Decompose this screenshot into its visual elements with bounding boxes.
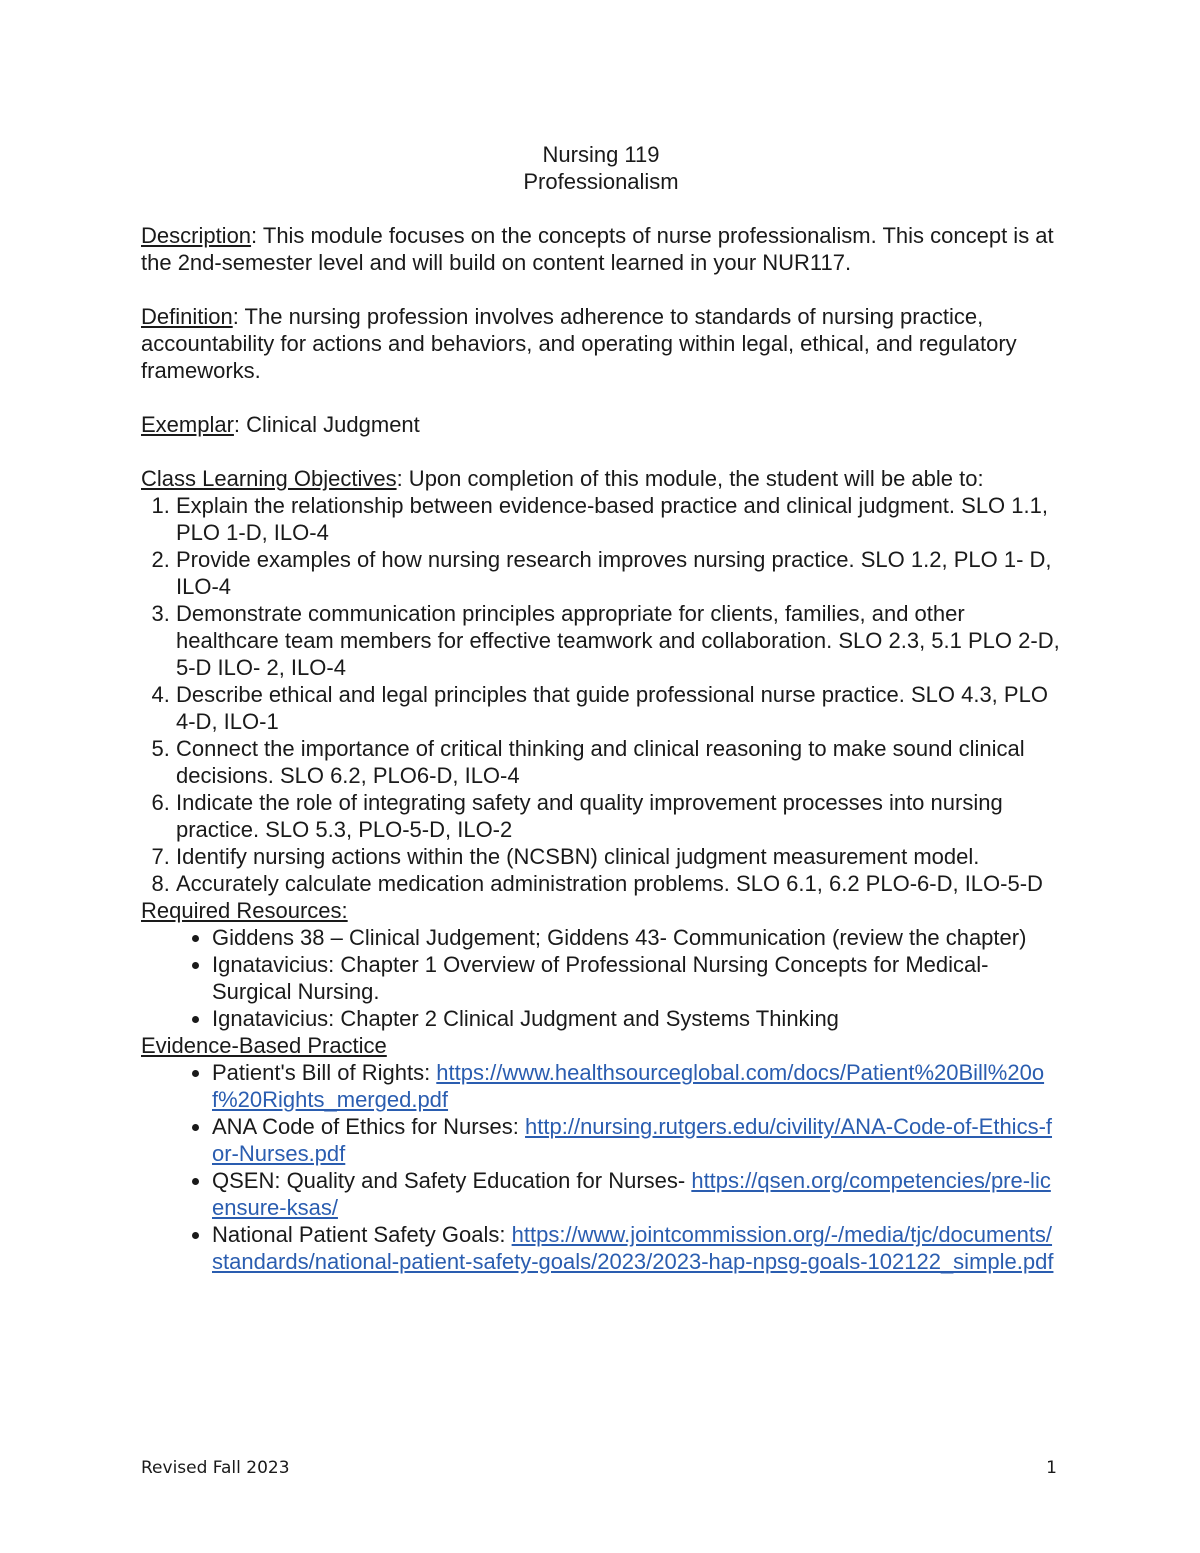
ebp-item [212, 1221, 1061, 1275]
objectives-list [141, 492, 1061, 897]
objective-item: 6. Indicate the role of integrating safety and quality improvement processes into nursing practice. SLO 5.3, PLO-5-D, ILO-2 [176, 789, 1061, 843]
required-resources-heading: Required Resources: [141, 898, 348, 923]
objective-item: 4. Describe ethical and legal principles that guide professional nurse practice. SLO 4.3, PLO 4-D, ILO-1 [176, 681, 1061, 735]
ebp-item-text: ANA Code of Ethics for Nurses: [212, 1114, 526, 1139]
evidence-based-practice-list [141, 1059, 1061, 1275]
exemplar-paragraph [141, 411, 1061, 438]
objective-item: 8. Accurately calculate medication administration problems. SLO 6.1, 6.2 PLO-6-D, ILO-5-D [176, 870, 1061, 897]
objective-item: 7. Identify nursing actions within the (NCSBN) clinical judgment measurement model. [176, 843, 1061, 870]
objective-item: 1. Explain the relationship between evidence-based practice and clinical judgment. SLO 1.1, PLO 1-D, ILO-4 [176, 492, 1061, 546]
objective-item: 2. Provide examples of how nursing research improves nursing practice. SLO 1.2, PLO 1- D, ILO-4 [176, 546, 1061, 600]
national-patient-safety-goals-link[interactable]: https://www.jointcommission.org/-/media/tjc/documents/standards/national-patient-safety-goals/2023/2023-hap-npsg-goals-102122_simple.pdf [212, 1222, 1054, 1274]
ebp-item [212, 1113, 1061, 1167]
spacer [141, 276, 1061, 303]
course-title: Nursing 119 [542, 142, 660, 167]
ebp-item-text: Patient's Bill of Rights: [212, 1060, 437, 1085]
required-resources-list [141, 924, 1061, 1032]
spacer [141, 195, 1061, 222]
description-text: : This module focuses on the concepts of nurse professionalism. This concept is at the 2nd-semester level and will build on content learned in your NUR117. [141, 223, 1054, 275]
spacer [141, 438, 1061, 465]
ebp-item [212, 1167, 1061, 1221]
qsen-link[interactable]: https://qsen.org/competencies/pre-licensure-ksas/ [212, 1168, 1051, 1220]
exemplar-text: : Clinical Judgment [233, 412, 420, 437]
objectives-intro: : Upon completion of this module, the student will be able to: [396, 466, 984, 491]
resource-item: • Ignatavicius: Chapter 1 Overview of Professional Nursing Concepts for Medical-Surgical Nursing. [212, 951, 1061, 1005]
objectives-label: Class Learning Objectives [141, 466, 397, 491]
module-title: Professionalism [523, 169, 679, 194]
ebp-item-text: National Patient Safety Goals: [212, 1222, 512, 1247]
ana-code-of-ethics-link[interactable]: http://nursing.rutgers.edu/civility/ANA-Code-of-Ethics-for-Nurses.pdf [212, 1114, 1053, 1166]
definition-paragraph [141, 303, 1061, 384]
exemplar-label: Exemplar [141, 412, 234, 437]
objective-item: 5. Connect the importance of critical thinking and clinical reasoning to make sound clinical decisions. SLO 6.2, PLO6-D, ILO-4 [176, 735, 1061, 789]
evidence-based-practice-heading: Evidence-Based Practice [141, 1033, 387, 1058]
footer-page-number: 1 [1046, 1458, 1057, 1478]
description-paragraph [141, 222, 1061, 276]
ebp-item-text: QSEN: Quality and Safety Education for Nurses- [212, 1168, 692, 1193]
definition-label: Definition [141, 304, 233, 329]
description-label: Description [141, 223, 252, 248]
footer-revised: Revised Fall 2023 [141, 1458, 290, 1478]
patient-bill-of-rights-link[interactable]: https://www.healthsourceglobal.com/docs/Patient%20Bill%20of%20Rights_merged.pdf [212, 1060, 1045, 1112]
objectives-heading [141, 465, 1061, 492]
spacer [141, 384, 1061, 411]
definition-text: : The nursing profession involves adherence to standards of nursing practice, accountability for actions and behaviors, and operating within legal, ethical, and regulatory frameworks. [141, 304, 1017, 383]
resource-item: • Ignatavicius: Chapter 2 Clinical Judgment and Systems Thinking [212, 1005, 1061, 1032]
objective-item: 3. Demonstrate communication principles appropriate for clients, families, and other healthcare team members for effective teamwork and collaboration. SLO 2.3, 5.1 PLO 2-D, 5-D ILO- 2, ILO-4 [176, 600, 1061, 681]
resource-item: • Giddens 38 – Clinical Judgement; Giddens 43- Communication (review the chapter) [212, 924, 1061, 951]
ebp-item [212, 1059, 1061, 1113]
document-page [141, 141, 1061, 1275]
